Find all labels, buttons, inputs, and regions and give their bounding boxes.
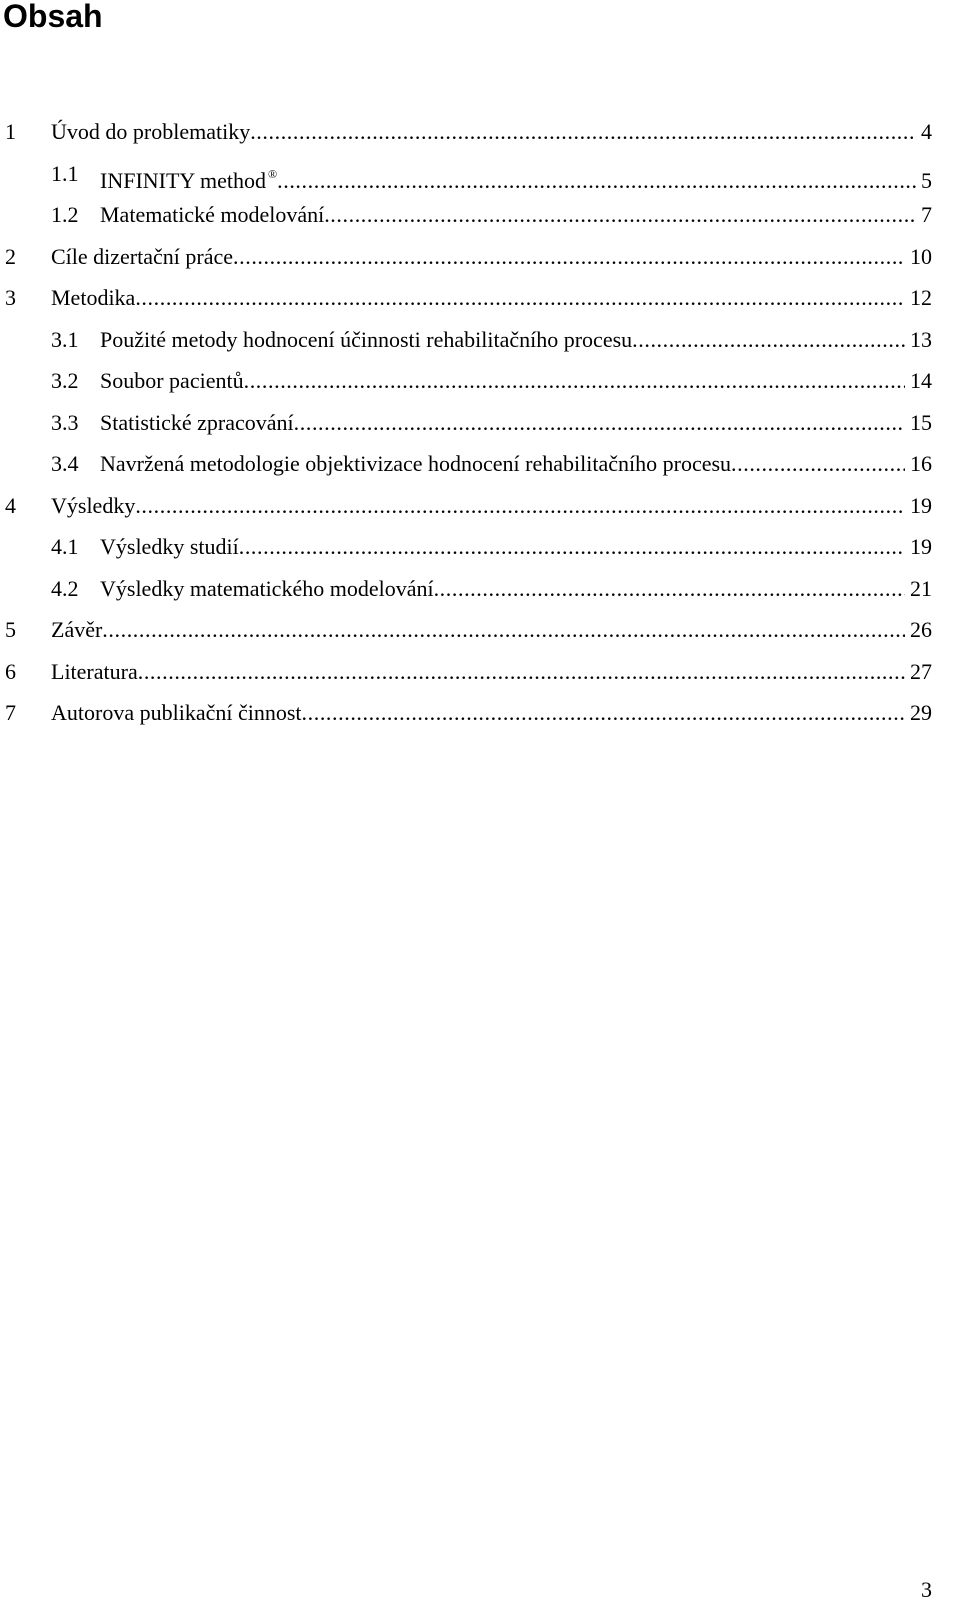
toc-entry-number: 3 [5,285,16,310]
toc-entry-page: 5 [921,167,932,193]
toc-entry-4-2[interactable] [0,571,960,613]
toc-entry-4[interactable] [0,488,960,530]
toc-entry-page: 14 [910,368,932,393]
toc-entry-3-2[interactable] [0,363,960,405]
toc-entry-number: 4 [5,492,16,518]
toc-entry-page: 19 [910,492,932,518]
toc-entry-title: Matematické modelování [100,202,325,227]
toc-entry-number: 2 [5,243,16,269]
toc-entry-3-3[interactable] [0,405,960,447]
toc-entry-number: 3.2 [51,368,79,393]
toc-entry-4-1[interactable] [0,529,960,571]
toc-entry-number: 4.2 [51,575,79,601]
toc-entry-page: 19 [910,534,932,559]
table-of-contents [0,114,960,737]
dot-leader [135,488,905,524]
toc-entry-page: 7 [921,202,932,227]
dot-leader [250,114,916,150]
dot-leader [135,280,905,316]
toc-entry-title: Metodika [51,285,136,310]
toc-entry-3-4[interactable] [0,446,960,488]
toc-entry-number: 5 [5,617,16,642]
dot-leader [138,654,905,690]
toc-entry-title: Cíle dizertační práce [51,243,234,269]
toc-entry-number: 7 [5,700,16,725]
toc-entry-number: 3.4 [51,451,79,476]
dot-leader [102,612,905,648]
toc-entry-page: 15 [910,409,932,435]
toc-entry-title: Literatura [51,658,138,684]
toc-entry-title: INFINITY method ® [100,166,278,193]
toc-entry-5[interactable] [0,612,960,654]
toc-entry-title: Navržená metodologie objektivizace hodnocení rehabilitačního procesu [100,451,732,476]
toc-entry-title: Závěr [51,617,103,642]
toc-entry-2[interactable] [0,239,960,281]
toc-entry-title: Autorova publikační činnost [51,700,302,725]
toc-entry-page: 13 [910,326,932,352]
dot-leader [277,163,916,199]
page-number: 3 [921,1577,932,1602]
toc-entry-page: 27 [910,658,932,684]
toc-entry-number: 1.1 [51,160,79,186]
toc-entry-title: Úvod do problematiky [51,119,251,144]
toc-entry-title: Statistické zpracování [100,409,294,435]
toc-entry-number: 1.2 [51,202,79,227]
toc-entry-7[interactable] [0,695,960,737]
dot-leader [324,197,916,233]
toc-entry-page: 29 [910,700,932,725]
toc-entry-1-1[interactable] [0,156,960,198]
toc-entry-title: Výsledky studií [100,534,239,559]
toc-entry-number: 6 [5,658,16,684]
toc-entry-number: 3.3 [51,409,79,435]
dot-leader [239,529,905,565]
dot-leader [302,695,905,731]
toc-entry-page: 4 [921,119,932,144]
toc-entry-1[interactable] [0,114,960,156]
toc-entry-3[interactable] [0,280,960,322]
toc-entry-title: Výsledky [51,492,136,518]
toc-entry-title: Použité metody hodnocení účinnosti rehabilitačního procesu [100,326,633,352]
toc-entry-6[interactable] [0,654,960,696]
dot-leader [731,446,905,482]
dot-leader [244,363,905,399]
page-title: Obsah [3,0,103,34]
registered-mark: ® [268,166,278,181]
toc-entry-page: 21 [910,575,932,601]
toc-entry-number: 3.1 [51,326,79,352]
toc-entry-3-1[interactable] [0,322,960,364]
toc-entry-title: Soubor pacientů [100,368,244,393]
dot-leader [294,405,905,441]
toc-entry-number: 1 [5,119,16,144]
dot-leader [233,239,905,275]
dot-leader [632,322,905,358]
toc-entry-page: 16 [910,451,932,476]
toc-entry-title: Výsledky matematického modelování [100,575,434,601]
toc-entry-1-2[interactable] [0,197,960,239]
toc-entry-number: 4.1 [51,534,79,559]
toc-entry-page: 10 [910,243,932,269]
toc-entry-page: 26 [910,617,932,642]
toc-entry-page: 12 [910,285,932,310]
dot-leader [434,571,905,607]
